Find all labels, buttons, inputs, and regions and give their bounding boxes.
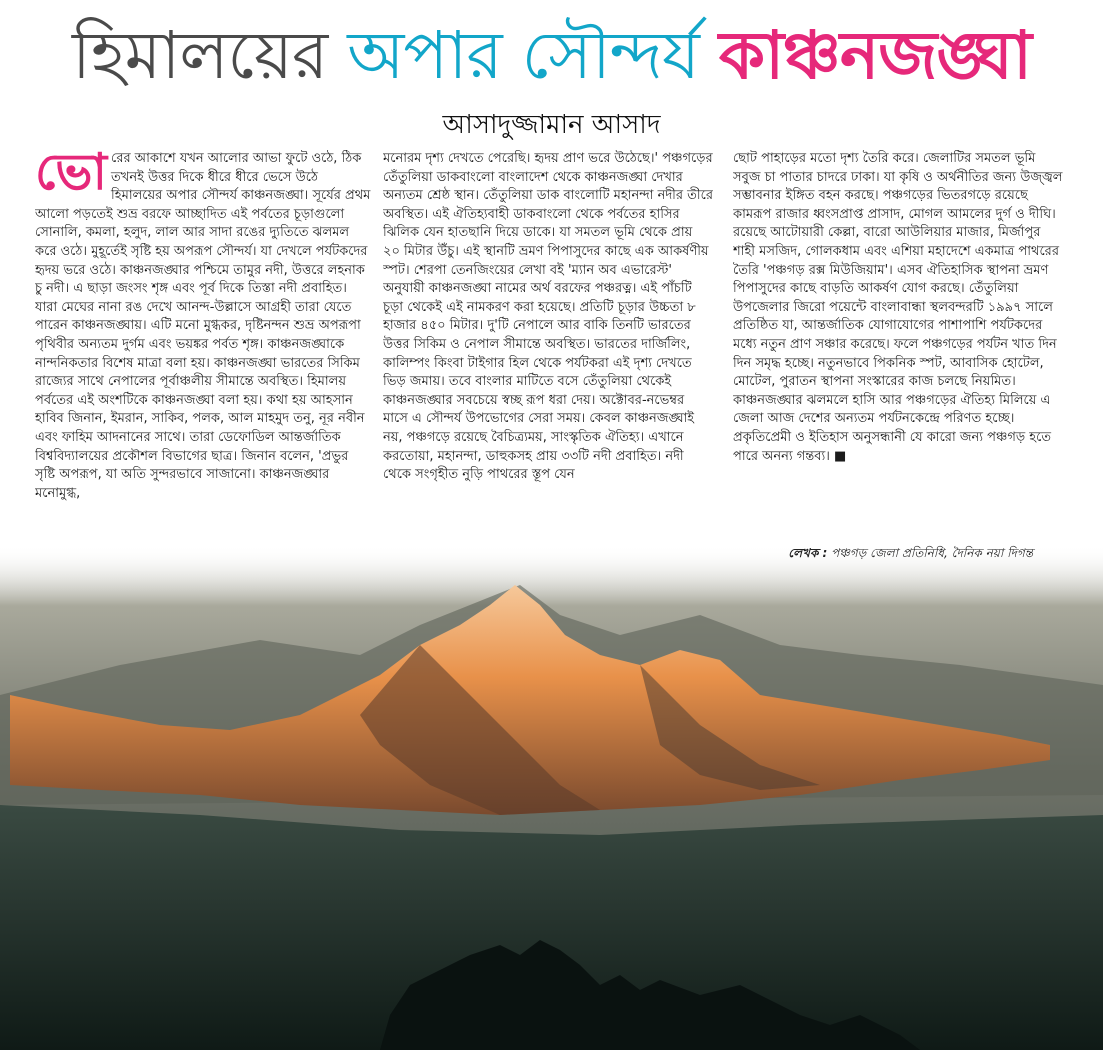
- article-column-1: [35, 150, 372, 570]
- article-column-3: [733, 150, 1065, 570]
- article-column-1-text: রের আকাশে যখন আলোর আভা ফুটে ওঠে, ঠিক তখনই উত্তর দিকে ধীরে ধীরে ভেসে উঠে হিমালয়ের অপার সৌন্দর্য কাঞ্চনজঙ্ঘা। সূর্যের প্রথম আলো পড়তেই শুভ্র বরফে আচ্ছাদিত এই পর্বতের চূড়াগুলো সোনালি, কমলা, হলুদ, লাল আর সাদা রঙের দ্যুতিতে ঝলমল করে ওঠে। মুহূর্তেই সৃষ্টি হয় অপরূপ সৌন্দর্য। যা দেখলে পর্যটকদের হৃদয় ভরে ওঠে। কাঞ্চনজঙ্ঘার পশ্চিমে তামুর নদী, উত্তরে লহনাক চু নদী। এ ছাড়া জংসং শৃঙ্গ এবং পূর্ব দিকে তিস্তা নদী প্রবাহিত। যারা মেঘের নানা রঙ দেখে আনন্দ-উল্লাসে আগ্রহী তারা যেতে পারেন কাঞ্চনজঙ্ঘায়। এটি মনো মুগ্ধকর, দৃষ্টিনন্দন শুভ্র অপরূপা পৃথিবীর অন্যতম দুর্গম এবং ভয়ঙ্কর পর্বত শৃঙ্গ। কাঞ্চনজঙ্ঘাকে নান্দনিকতার বিশেষ মাত্রা বলা হয়। কাঞ্চনজঙ্ঘা ভারতের সিকিম রাজ্যের সাথে নেপালের পূর্বাঞ্চলীয় সীমান্তে অবস্থিত। হিমালয় পর্বতের এই অংশটিকে কাঞ্চনজঙ্ঘা বলা হয়। কথা হয় আহসান হাবিব জিনান, ইমরান, সাকিব, পলক, আল মাহমুদ তনু, নূর নবীন এবং ফাহিম আদনানের সাথে। তারা ডেফোডিল আন্তর্জাতিক বিশ্ববিদ্যালয়ের প্রকৌশল বিভাগের ছাত্র। জিনান বলেন, 'প্রভুর সৃষ্টি অপরূপ, যা অতি সুন্দরভাবে সাজানো। কাঞ্চনজঙ্ঘার মনোমুগ্ধ,: [35, 151, 371, 501]
- article-column-3-text: ছোট পাহাড়ের মতো দৃশ্য তৈরি করে। জেলাটির সমতল ভূমি সবুজ চা পাতার চাদরে ঢাকা। যা কৃষি ও অর্থনীতির জন্য উজ্জ্বল সম্ভাবনার ইঙ্গিত বহন করছে। পঞ্চগড়ের ভিতরগড়ে রয়েছে কামরূপ রাজার ধ্বংসপ্রাপ্ত প্রাসাদ, মোগল আমলের দুর্গ ও দীঘি। রয়েছে আটোয়ারী কেল্লা, বারো আউলিয়ার মাজার, মির্জাপুর শাহী মসজিদ, গোলকধাম এবং এশিয়া মহাদেশে একমাত্র পাথরের তৈরি 'পঞ্চগড় রক্স মিউজিয়াম'। এসব ঐতিহাসিক স্থাপনা ভ্রমণ পিপাসুদের কাছে বাড়তি আকর্ষণ যোগ করছে। তেঁতুলিয়া উপজেলার জিরো পয়েন্টে বাংলাবান্ধা স্থলবন্দরটি ১৯৯৭ সালে প্রতিষ্ঠিত যা, আন্তর্জাতিক যোগাযোগের পাশাপাশি পর্যটকদের মধ্যে নতুন প্রাণ সঞ্চার করেছে। ফলে পঞ্চগড়ের পর্যটন খাত দিন দিন সমৃদ্ধ হচ্ছে। নতুনভাবে পিকনিক স্পট, আবাসিক হোটেল, মোটেল, পুরাতন স্থাপনা সংস্কারের কাজ চলছে নিয়মিত। কাঞ্চনজঙ্ঘার ঝলমলে হাসি আর পঞ্চগড়ের ঐতিহ্য মিলিয়ে এ জেলা আজ দেশের অন্যতম পর্যটনকেন্দ্রে পরিণত হচ্ছে। প্রকৃতিপ্রেমী ও ইতিহাস অনুসন্ধানী যে কারো জন্য পঞ্চগড় হতে পারে অনন্য গন্তব্য। ■: [733, 151, 1063, 464]
- photo-peak: [10, 585, 1050, 815]
- headline-part-apar-soundorjo: অপার সৌন্দর্য: [347, 17, 699, 94]
- headline: [0, 14, 1103, 98]
- article-column-2: [383, 150, 713, 570]
- byline-author: আসাদুজ্জামান আসাদ: [442, 110, 661, 140]
- drop-cap: ভো: [35, 150, 108, 201]
- photo-sky: [0, 545, 1103, 1050]
- author-credit: [733, 544, 1033, 562]
- headline-part-himalayer: হিমালয়ের: [72, 17, 328, 94]
- headline-part-kanchenjunga: কাঞ্চনজঙ্ঘা: [718, 17, 1031, 94]
- author-credit-text: পঞ্চগড় জেলা প্রতিনিধি, দৈনিক নয়া দিগন্ত: [831, 546, 1033, 560]
- article-column-2-text: মনোরম দৃশ্য দেখতে পেরেছি। হৃদয় প্রাণ ভরে উঠেছে।' পঞ্চগড়ের তেঁতুলিয়া ডাকবাংলো বাংলাদেশ থেকে কাঞ্চনজঙ্ঘা দেখার অন্যতম শ্রেষ্ঠ স্থান। তেঁতুলিয়া ডাক বাংলোটি মহানন্দা নদীর তীরে অবস্থিত। এই ঐতিহ্যবাহী ডাকবাংলো থেকে পর্বতের হাসির ঝিলিক যেন হাতছানি দিয়ে ডাকে। যা সমতল ভূমি থেকে প্রায় ২০ মিটার উঁচু। এই স্থানটি ভ্রমণ পিপাসুদের কাছে এক আকর্ষণীয় স্পট। শেরপা তেনজিংয়ের লেখা বই 'ম্যান অব এভারেস্ট' অনুযায়ী কাঞ্চনজঙ্ঘা নামের অর্থ বরফের পঞ্চরত্ন। এই পাঁচটি চূড়া থেকেই এই নামকরণ করা হয়েছে। প্রতিটি চূড়ার উচ্চতা ৮ হাজার ৪৫০ মিটার। দু'টি নেপালে আর বাকি তিনটি ভারতের উত্তর সিকিম ও নেপাল সীমান্তে অবস্থিত। ভারতের দার্জিলিং, কালিম্পং কিংবা টাইগার হিল থেকে পর্যটকরা এই দৃশ্য দেখতে ভিড় জমায়। তবে বাংলার মাটিতে বসে তেঁতুলিয়া থেকেই কাঞ্চনজঙ্ঘার সবচেয়ে স্বচ্ছ রূপ ধরা দেয়। অক্টোবর-নভেম্বর মাসে এ সৌন্দর্য উপভোগের সেরা সময়। কেবল কাঞ্চনজঙ্ঘাই নয়, পঞ্চগড়ে রয়েছে বৈচিত্র্যময়, সাংস্কৃতিক ঐতিহ্য। এখানে করতোয়া, মহানন্দা, ডাহুকসহ প্রায় ৩৩টি নদী প্রবাহিত। নদী থেকে সংগৃহীত নুড়ি পাথরের স্তূপ যেন: [383, 151, 713, 483]
- mountain-image: [0, 545, 1103, 1050]
- author-credit-label: লেখক :: [788, 546, 828, 560]
- photo-far-ridge: [0, 585, 1103, 805]
- photo-peak-shadow: [360, 645, 600, 815]
- photo-trees: [380, 940, 920, 1050]
- photo-valley: [0, 805, 1103, 1050]
- photo-peak-shadow-right: [640, 665, 820, 790]
- kanchenjunga-photo: [0, 545, 1103, 1050]
